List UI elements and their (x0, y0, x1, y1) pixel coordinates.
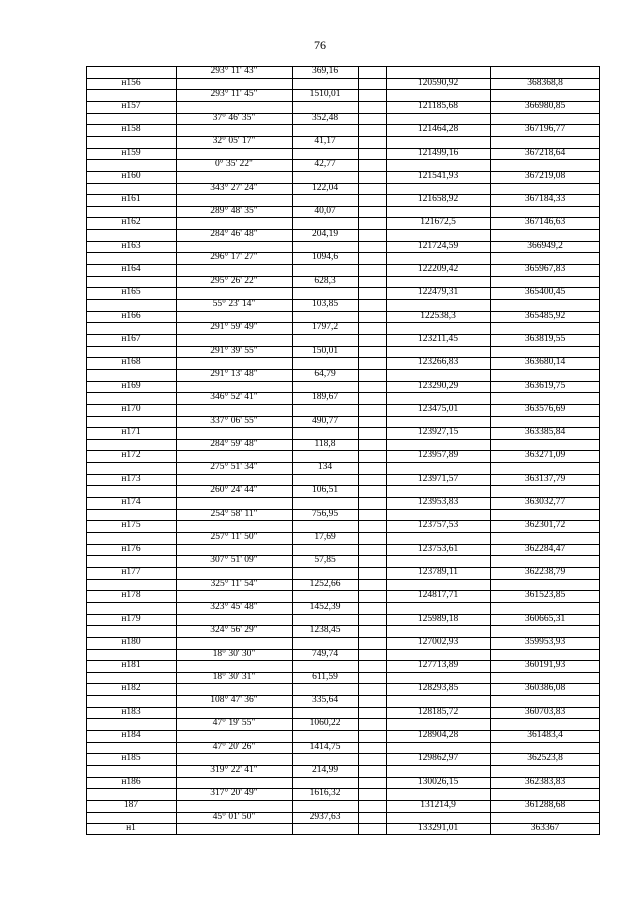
direction-angle: 108° 47' 36" (210, 695, 258, 705)
point-name: н159 (121, 148, 141, 158)
coordinate-x: 123953,83 (417, 497, 459, 507)
direction-angle: 343° 27' 24" (210, 183, 258, 193)
coordinate-y: 363137,79 (524, 474, 566, 484)
direction-angle: 296° 17' 27" (210, 252, 258, 262)
direction-angle: 275° 51' 34" (210, 462, 258, 472)
direction-angle: 293° 11' 45" (210, 89, 258, 99)
direction-angle: 0° 35' 22" (215, 159, 253, 169)
segment-length: 369,16 (311, 66, 339, 76)
direction-angle: 293° 11' 43" (210, 66, 258, 76)
point-name: н184 (121, 730, 141, 740)
direction-angle: 47° 19' 55" (212, 718, 256, 728)
point-name: н175 (121, 520, 141, 530)
segment-length: 134 (317, 462, 333, 472)
segment-length: 1414,75 (309, 742, 341, 752)
direction-angle: 337° 06' 55" (210, 416, 258, 426)
direction-angle: 18° 30' 31" (212, 672, 256, 682)
direction-angle: 325° 11' 54" (210, 579, 258, 589)
coordinate-y: 366949,2 (527, 241, 563, 251)
point-name: н170 (121, 404, 141, 414)
coordinate-x: 127002,93 (417, 637, 459, 647)
direction-angle: 260° 24' 44" (210, 485, 258, 495)
point-name: н180 (121, 637, 141, 647)
segment-length: 628,3 (314, 276, 336, 286)
segment-length: 490,77 (311, 416, 339, 426)
direction-angle: 55° 23' 14" (212, 299, 256, 309)
direction-angle: 37° 46' 35" (212, 113, 256, 123)
point-name: н167 (121, 334, 141, 344)
point-name: н172 (121, 450, 141, 460)
coordinate-x: 123266,83 (417, 357, 459, 367)
coordinate-y: 365485,92 (524, 311, 566, 321)
direction-angle: 45° 01' 50" (212, 812, 256, 822)
coordinate-x: 122538,3 (420, 311, 456, 321)
direction-angle: 284° 59' 48" (210, 439, 258, 449)
coordinate-x: 121658,92 (417, 194, 459, 204)
point-name: н158 (121, 124, 141, 134)
coordinate-x: 121185,68 (417, 101, 459, 111)
point-name: 187 (123, 800, 139, 810)
coordinate-y: 366980,85 (524, 101, 566, 111)
segment-length: 335,64 (311, 695, 339, 705)
point-name: н1 (126, 823, 136, 833)
coordinate-x: 124817,71 (417, 590, 459, 600)
point-name: н174 (121, 497, 141, 507)
coordinate-x: 121464,28 (417, 124, 459, 134)
coordinate-y: 362284,47 (524, 544, 566, 554)
coordinate-x: 123927,15 (417, 427, 459, 437)
point-name: н162 (121, 217, 141, 227)
segment-length: 1797,2 (311, 322, 339, 332)
coordinate-y: 367219,08 (524, 171, 566, 181)
segment-length: 64,79 (314, 369, 336, 379)
coordinate-x: 122209,42 (417, 264, 459, 274)
coordinate-x: 121541,93 (417, 171, 459, 181)
coordinate-y: 363619,75 (524, 381, 566, 391)
direction-angle: 18° 30' 30" (212, 649, 256, 659)
point-name: н176 (121, 544, 141, 554)
coordinate-x: 120590,92 (417, 78, 459, 88)
coordinate-x: 123971,57 (417, 474, 459, 484)
segment-length: 1252,66 (309, 579, 341, 589)
coordinate-y: 363819,55 (524, 334, 566, 344)
coordinate-y: 365967,83 (524, 264, 566, 274)
coordinate-y: 367218,64 (524, 148, 566, 158)
coordinate-x: 123290,29 (417, 381, 459, 391)
point-name: н168 (121, 357, 141, 367)
coordinate-x: 123211,45 (417, 334, 459, 344)
segment-length: 611,59 (312, 672, 338, 682)
coordinate-y: 362301,72 (524, 520, 566, 530)
coordinate-y: 363385,84 (524, 427, 566, 437)
direction-angle: 317° 20' 49" (210, 788, 258, 798)
coordinate-y: 363680,14 (524, 357, 566, 367)
segment-length: 1238,45 (309, 625, 341, 635)
segment-length: 40,07 (314, 206, 336, 216)
point-name: н171 (121, 427, 141, 437)
segment-length: 189,67 (311, 392, 339, 402)
segment-length: 204,19 (311, 229, 339, 239)
point-name: н177 (121, 567, 141, 577)
coordinate-y: 367196,77 (524, 124, 566, 134)
segment-length: 106,51 (311, 485, 339, 495)
segment-length: 756,95 (311, 509, 339, 519)
point-name: н186 (121, 777, 141, 787)
segment-length: 103,85 (311, 299, 339, 309)
coordinate-y: 360703,83 (524, 707, 566, 717)
coordinate-y: 363032,77 (524, 497, 566, 507)
point-name: н182 (121, 683, 141, 693)
coordinate-y: 363367 (530, 823, 560, 833)
coordinate-y: 362238,79 (524, 567, 566, 577)
coordinate-y: 367146,63 (524, 217, 566, 227)
coordinate-y: 360386,08 (524, 683, 566, 693)
coordinate-y: 363271,09 (524, 450, 566, 460)
direction-angle: 291° 39' 55" (210, 346, 258, 356)
coordinate-x: 123757,53 (417, 520, 459, 530)
point-name: н169 (121, 381, 141, 391)
coordinate-x: 123789,11 (417, 567, 459, 577)
coordinate-y: 368368,8 (527, 78, 563, 88)
coordinate-x: 123753,61 (417, 544, 459, 554)
direction-angle: 295° 26' 22" (210, 276, 258, 286)
point-name: н163 (121, 241, 141, 251)
segment-length: 17,69 (314, 532, 336, 542)
segment-length: 41,17 (314, 136, 336, 146)
coordinate-x: 121672,5 (420, 217, 456, 227)
point-name: н173 (121, 474, 141, 484)
coordinate-x: 125989,18 (417, 614, 459, 624)
direction-angle: 346° 52' 41" (210, 392, 258, 402)
coordinate-y: 367184,33 (524, 194, 566, 204)
direction-angle: 323° 45' 48" (210, 602, 258, 612)
point-name: н165 (121, 287, 141, 297)
coordinate-x: 122479,31 (417, 287, 459, 297)
point-name: н166 (121, 311, 141, 321)
segment-length: 352,48 (311, 113, 339, 123)
point-name: н185 (121, 753, 141, 763)
segment-length: 1094,6 (311, 252, 339, 262)
direction-angle: 291° 59' 49" (210, 322, 258, 332)
segment-length: 1616,32 (309, 788, 341, 798)
coordinate-y: 365400,45 (524, 287, 566, 297)
page-number: 76 (314, 38, 326, 52)
coordinate-y: 361483,4 (527, 730, 563, 740)
coordinate-x: 128904,28 (417, 730, 459, 740)
segment-length: 118,8 (314, 439, 336, 449)
point-name: н156 (121, 78, 141, 88)
coordinate-y: 360191,93 (524, 660, 566, 670)
segment-length: 1510,01 (309, 89, 341, 99)
coordinate-y: 360665,31 (524, 614, 566, 624)
segment-length: 1060,22 (309, 718, 341, 728)
segment-length: 214,99 (311, 765, 339, 775)
direction-angle: 319° 22' 41" (210, 765, 258, 775)
point-name: н157 (121, 101, 141, 111)
coordinate-x: 121499,16 (417, 148, 459, 158)
segment-length: 2937,63 (309, 812, 341, 822)
point-name: н164 (121, 264, 141, 274)
coordinate-y: 363576,69 (524, 404, 566, 414)
point-name: н179 (121, 614, 141, 624)
segment-length: 122,04 (311, 183, 339, 193)
point-name: н181 (121, 660, 141, 670)
coordinate-y: 359953,93 (524, 637, 566, 647)
direction-angle: 324° 56' 29" (210, 625, 258, 635)
direction-angle: 47° 20' 26" (212, 742, 256, 752)
coordinate-x: 133291,01 (417, 823, 459, 833)
coordinate-x: 131214,9 (420, 800, 456, 810)
coordinate-x: 121724,59 (417, 241, 459, 251)
segment-length: 1452,39 (309, 602, 341, 612)
direction-angle: 291° 13' 48" (210, 369, 258, 379)
direction-angle: 284° 46' 48" (210, 229, 258, 239)
direction-angle: 307° 51' 09" (210, 555, 258, 565)
point-name: н178 (121, 590, 141, 600)
coordinate-x: 127713,89 (417, 660, 459, 670)
direction-angle: 32° 05' 17" (212, 136, 256, 146)
coordinate-y: 362523,8 (527, 753, 563, 763)
direction-angle: 254° 58' 11" (210, 509, 258, 519)
coordinate-x: 128185,72 (417, 707, 459, 717)
coordinate-y: 362383,83 (524, 777, 566, 787)
coordinate-x: 123475,01 (417, 404, 459, 414)
coordinate-x: 130026,15 (417, 777, 459, 787)
coordinate-x: 123957,89 (417, 450, 459, 460)
coordinate-x: 128293,85 (417, 683, 459, 693)
segment-length: 749,74 (311, 649, 339, 659)
point-name: н160 (121, 171, 141, 181)
segment-length: 42,77 (314, 159, 336, 169)
segment-length: 57,85 (314, 555, 336, 565)
coordinates-table (86, 66, 600, 835)
point-name: н161 (121, 194, 141, 204)
direction-angle: 289° 48' 35" (210, 206, 258, 216)
segment-length: 150,01 (311, 346, 339, 356)
coordinate-y: 361288,68 (524, 800, 566, 810)
coordinate-x: 129862,97 (417, 753, 459, 763)
coordinate-y: 361523,85 (524, 590, 566, 600)
direction-angle: 257° 11' 50" (210, 532, 258, 542)
point-name: н183 (121, 707, 141, 717)
